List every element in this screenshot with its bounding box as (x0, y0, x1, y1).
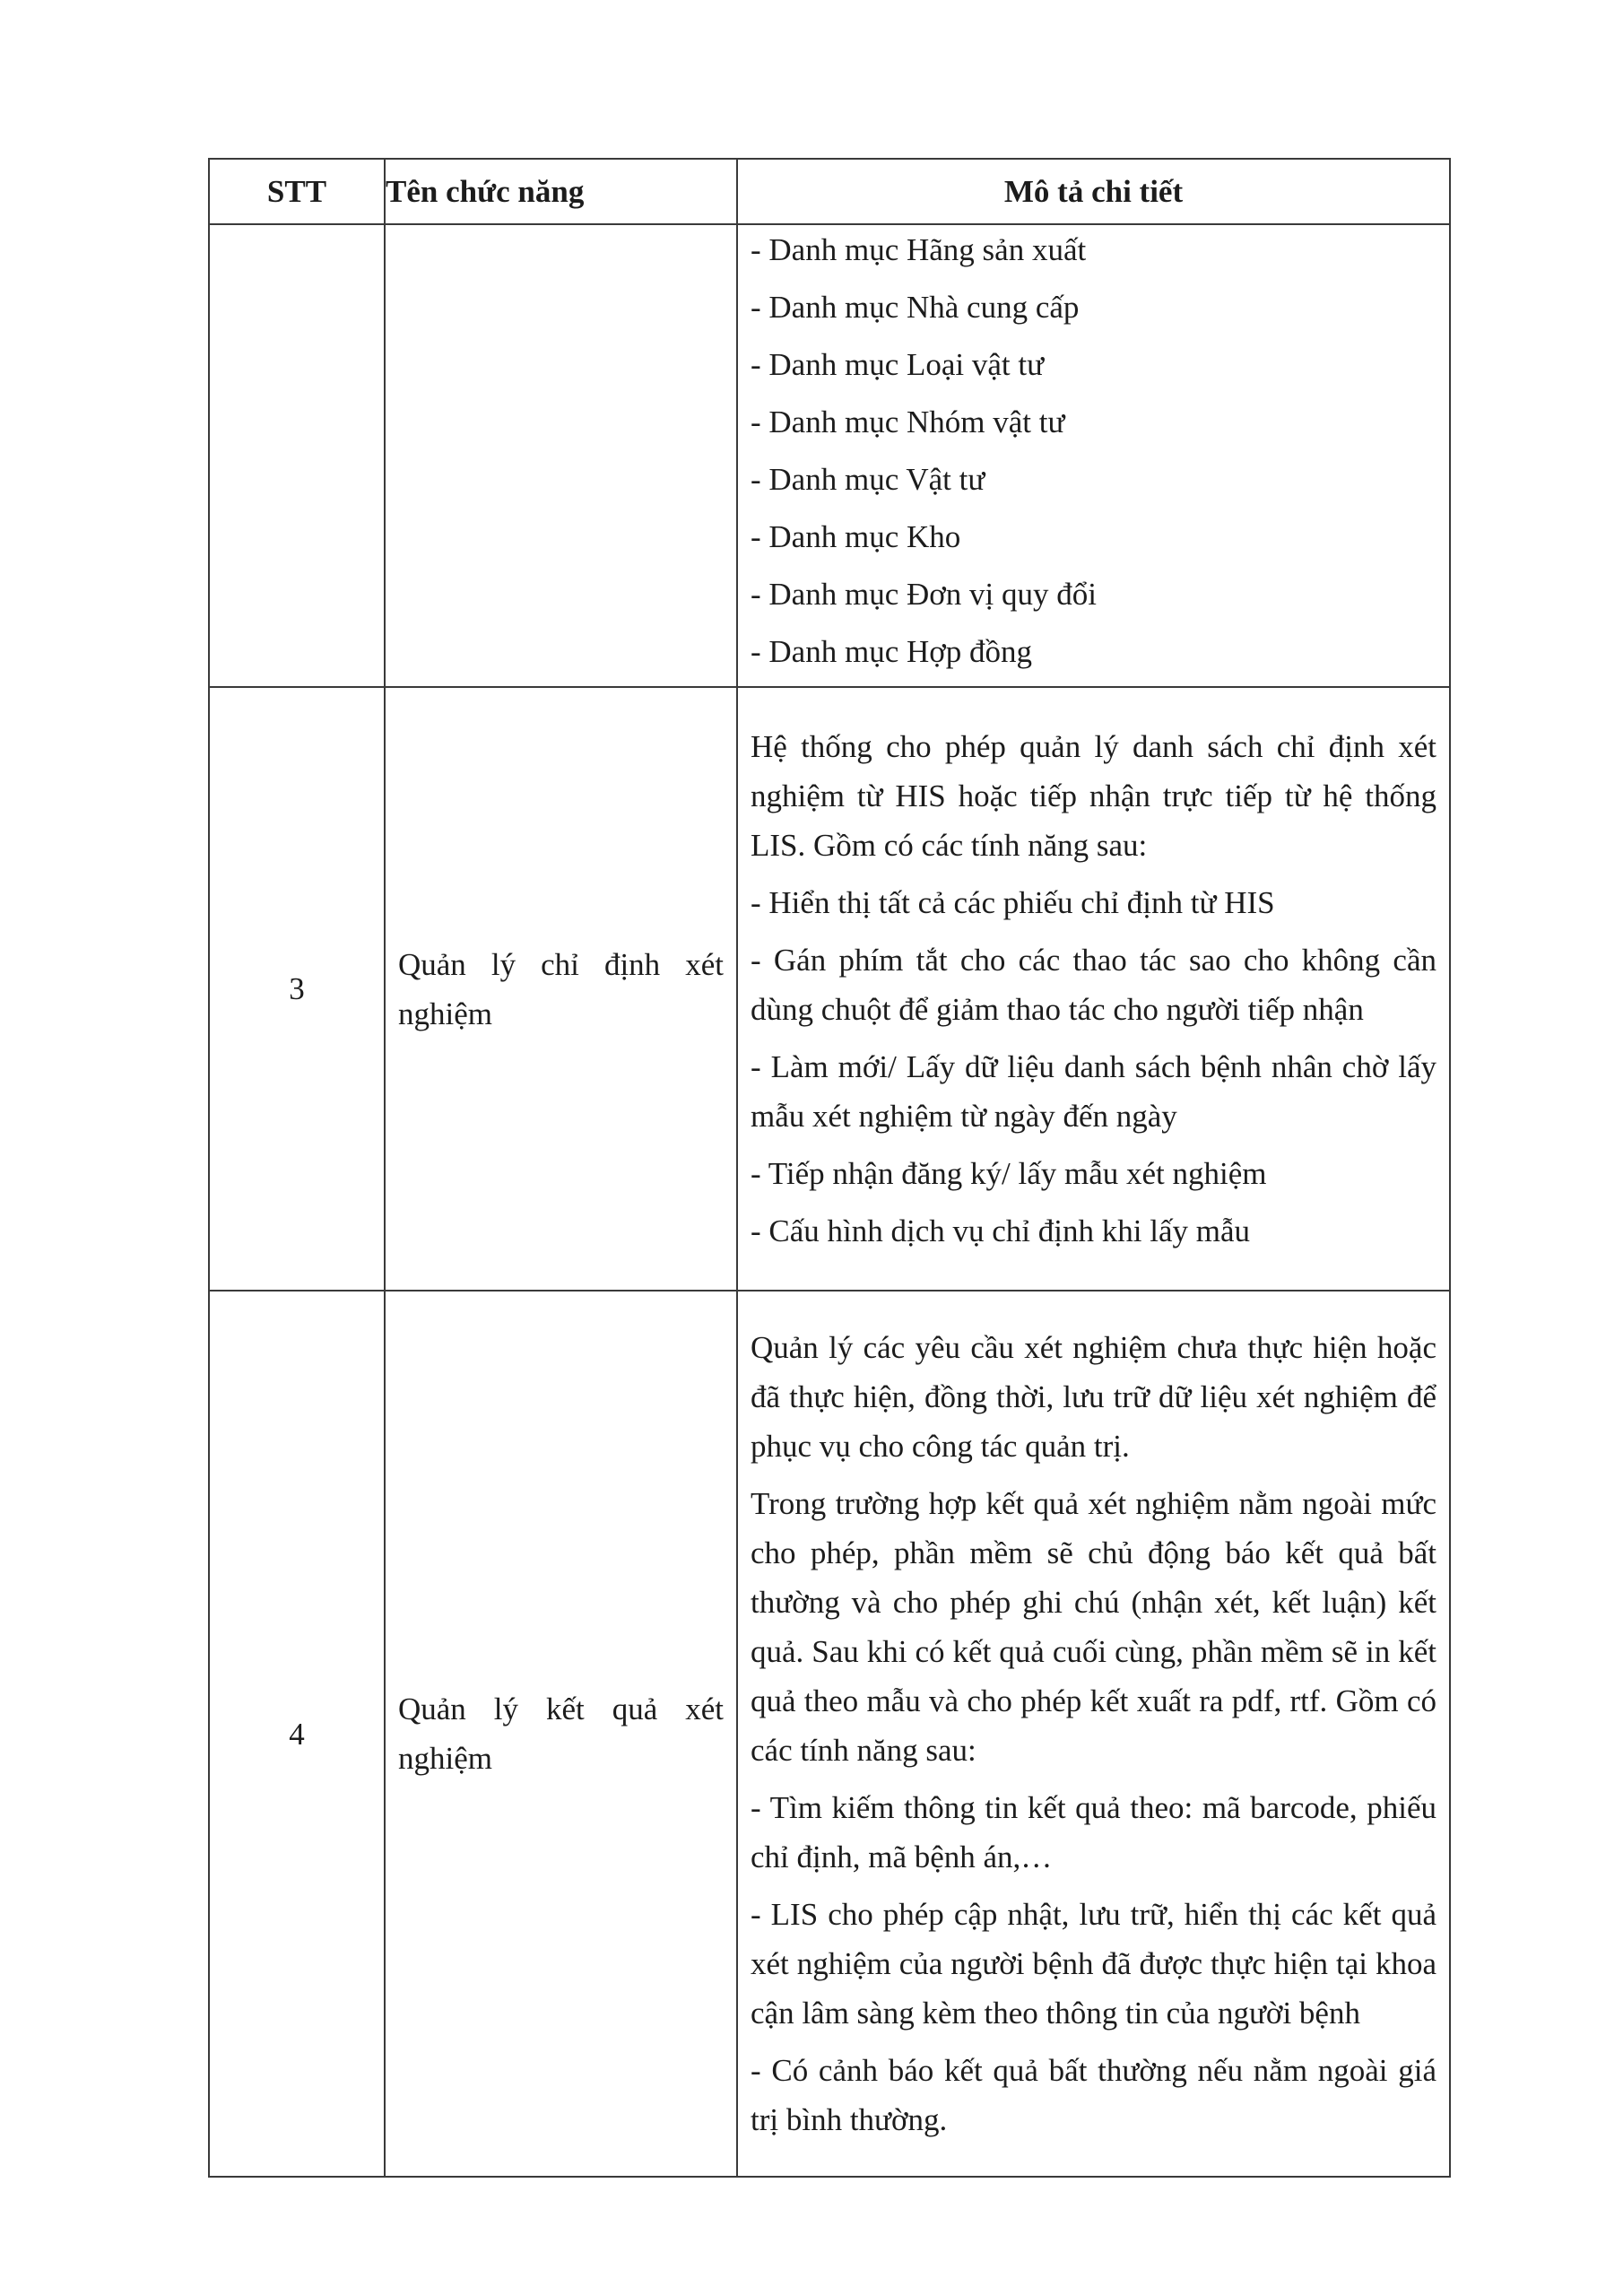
row-stt: 3 (209, 687, 385, 1291)
row-description (737, 224, 1450, 687)
row-stt (209, 224, 385, 687)
header-function-name: Tên chức năng (385, 159, 737, 224)
table-row (209, 687, 1450, 1291)
description-line: - Danh mục Hợp đồng (751, 634, 1033, 669)
description-line: - Làm mới/ Lấy dữ liệu danh sách bệnh nhân chờ lấy mẫu xét nghiệm từ ngày đến ngày (751, 1049, 1436, 1134)
description-line: - Danh mục Nhóm vật tư (751, 404, 1065, 439)
description-line: - Danh mục Loại vật tư (751, 347, 1045, 382)
description-line: - LIS cho phép cập nhật, lưu trữ, hiển thị các kết quả xét nghiệm của người bệnh đã được thực hiện tại khoa cận lâm sàng kèm theo thông tin của người bệnh (751, 1897, 1436, 2031)
header-stt: STT (209, 159, 385, 224)
description-line: - Tiếp nhận đăng ký/ lấy mẫu xét nghiệm (751, 1156, 1267, 1191)
function-table (208, 158, 1451, 2178)
row-stt: 4 (209, 1291, 385, 2177)
row-function-name (385, 224, 737, 687)
description-line: - Có cảnh báo kết quả bất thường nếu nằm ngoài giá trị bình thường. (751, 2053, 1436, 2137)
row-description (737, 687, 1450, 1291)
description-line: - Hiển thị tất cả các phiếu chỉ định từ HIS (751, 885, 1275, 920)
description-line: - Gán phím tắt cho các thao tác sao cho không cần dùng chuột để giảm thao tác cho người tiếp nhận (751, 943, 1436, 1027)
header-description: Mô tả chi tiết (737, 159, 1450, 224)
description-paragraph: Hệ thống cho phép quản lý danh sách chỉ định xét nghiệm từ HIS hoặc tiếp nhận trực tiếp từ hệ thống LIS. Gồm có các tính năng sau: (751, 729, 1436, 863)
row-function-name: Quản lý kết quả xét nghiệm (385, 1291, 737, 2177)
description-paragraph: Quản lý các yêu cầu xét nghiệm chưa thực hiện hoặc đã thực hiện, đồng thời, lưu trữ dữ liệu xét nghiệm để phục vụ cho công tác quản trị. (751, 1330, 1436, 1464)
description-line: - Danh mục Hãng sản xuất (751, 232, 1087, 267)
description-line: - Cấu hình dịch vụ chỉ định khi lấy mẫu (751, 1213, 1250, 1248)
table-header-row (209, 159, 1450, 224)
row-function-name: Quản lý chỉ định xét nghiệm (385, 687, 737, 1291)
description-line: - Danh mục Đơn vị quy đổi (751, 577, 1097, 612)
row-description (737, 1291, 1450, 2177)
table-row (209, 224, 1450, 687)
table-row (209, 1291, 1450, 2177)
description-line: - Danh mục Kho (751, 519, 961, 554)
description-line: - Danh mục Nhà cung cấp (751, 290, 1080, 325)
description-line: - Danh mục Vật tư (751, 462, 985, 497)
description-paragraph: Trong trường hợp kết quả xét nghiệm nằm ngoài mức cho phép, phần mềm sẽ chủ động báo kết quả bất thường và cho phép ghi chú (nhận xét, kết luận) kết quả. Sau khi có kết quả cuối cùng, phần mềm sẽ in kết quả theo mẫu và cho phép kết xuất ra pdf, rtf. Gồm có các tính năng sau: (751, 1486, 1436, 1768)
description-line: - Tìm kiếm thông tin kết quả theo: mã barcode, phiếu chỉ định, mã bệnh án,… (751, 1790, 1436, 1874)
